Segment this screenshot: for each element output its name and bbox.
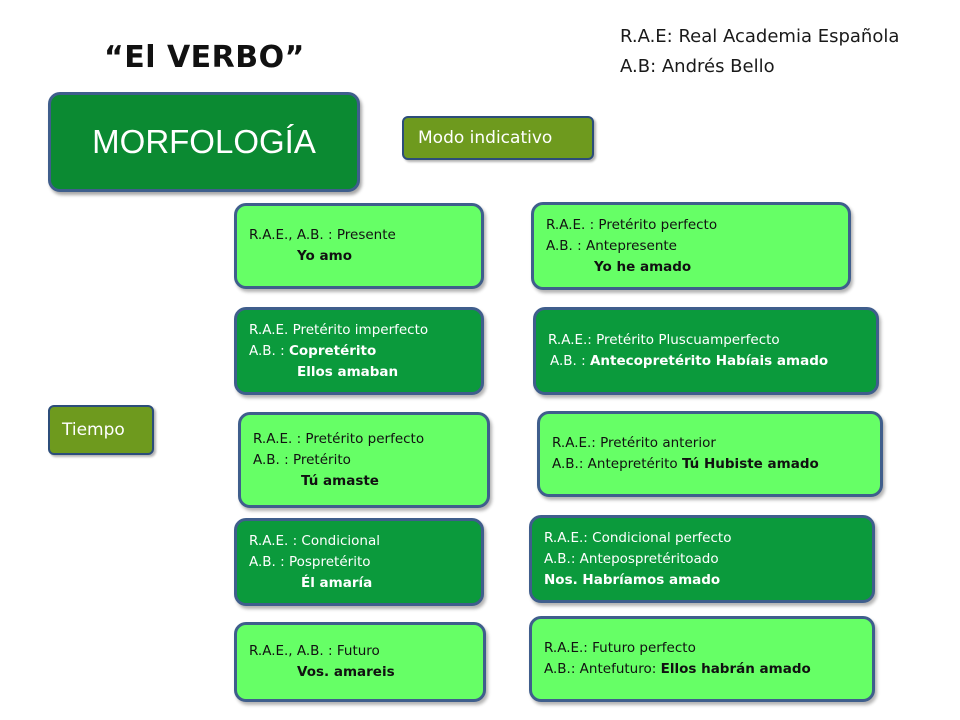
box-line: A.B.: Antepretérito Tú Hubiste amado	[552, 456, 819, 472]
box-pluscuamperfecto	[533, 307, 879, 395]
tiempo-label: Tiempo	[48, 405, 154, 455]
box-line: R.A.E. Pretérito imperfecto	[249, 321, 429, 338]
legend-rae: R.A.E: Real Academia Española	[620, 26, 900, 47]
box-example: Ellos amaban	[297, 363, 399, 380]
modo-indicativo-label: Modo indicativo	[402, 116, 594, 160]
box-example: Él amaría	[301, 574, 373, 591]
box-line: A.B. : Pospretérito	[249, 553, 371, 570]
box-line: R.A.E. : Condicional	[249, 532, 381, 549]
box-line: R.A.E.: Pretérito anterior	[552, 435, 716, 451]
abbreviation-legend	[620, 22, 899, 82]
box-line: R.A.E., A.B. : Presente	[249, 227, 396, 243]
legend-ab: A.B: Andrés Bello	[620, 56, 775, 77]
box-line: R.A.E. : Pretérito perfecto	[253, 430, 425, 447]
box-condicional-perfecto	[529, 515, 875, 603]
box-line: R.A.E.: Condicional perfecto	[544, 529, 732, 546]
box-condicional	[234, 518, 484, 606]
box-example: Nos. Habríamos amado	[544, 571, 721, 588]
box-example: Yo amo	[297, 248, 352, 264]
box-presente	[234, 203, 484, 289]
box-line: R.A.E.: Futuro perfecto	[544, 640, 696, 656]
box-preterito-perfecto-simple	[238, 412, 490, 508]
page-title: “El VERBO”	[104, 40, 305, 75]
box-example: Tú amaste	[301, 472, 379, 489]
box-preterito-anterior	[537, 411, 883, 497]
box-line: R.A.E., A.B. : Futuro	[249, 643, 380, 659]
box-line: A.B. : Antepresente	[546, 237, 677, 254]
box-line: A.B. : Antecopretérito Habíais amado	[550, 353, 829, 369]
box-line: A.B. : Copretérito	[249, 342, 377, 359]
box-futuro-perfecto	[529, 616, 875, 702]
box-example: Yo he amado	[594, 258, 692, 275]
box-line: R.A.E.: Pretérito Pluscuamperfecto	[548, 332, 780, 348]
morfologia-box: MORFOLOGÍA	[48, 92, 360, 192]
box-line: A.B.: Antefuturo: Ellos habrán amado	[544, 661, 811, 677]
box-line: A.B. : Pretérito	[253, 451, 351, 468]
box-example: Vos. amareis	[297, 664, 395, 680]
box-preterito-perfecto-compuesto	[531, 202, 851, 290]
box-preterito-imperfecto	[234, 307, 484, 395]
box-line: A.B.: Antepospretéritoado	[544, 550, 719, 567]
box-futuro	[234, 622, 486, 702]
box-line: R.A.E. : Pretérito perfecto	[546, 216, 718, 233]
